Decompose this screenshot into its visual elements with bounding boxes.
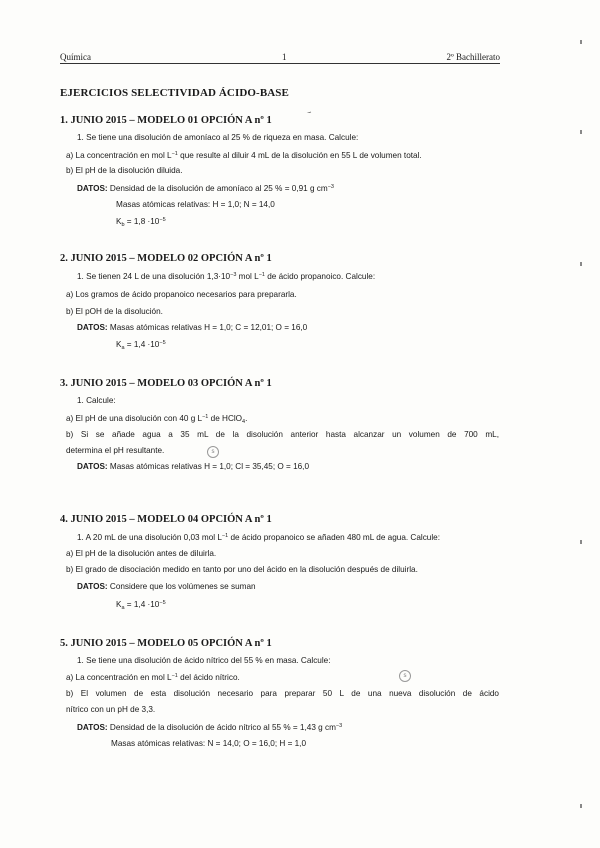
section-2-heading: 2. JUNIO 2015 – MODELO 02 OPCIÓN A nº 1 <box>60 253 272 264</box>
s5-a-sup: −1 <box>171 673 178 679</box>
s2-datos-1: Masas atómicas relativas H = 1,0; C = 12,01; O = 16,0 <box>107 323 308 332</box>
s3-datos-1: Masas atómicas relativas H = 1,0; Cl = 35,45; O = 16,0 <box>107 462 310 471</box>
s1-datos-1-sup: −3 <box>327 184 334 190</box>
s4-part-a: a) El pH de la disolución antes de diluirla. <box>66 549 217 558</box>
s4-ka-exp: −5 <box>159 600 166 606</box>
s3-a-mid: de HClO <box>208 414 243 423</box>
s4-intro-pre: 1. A 20 mL de una disolución 0,03 mol L <box>77 533 222 542</box>
header-subject: Química <box>60 52 91 62</box>
s1-kb-k: K <box>116 217 122 226</box>
s5-datos-label: DATOS: <box>77 723 108 732</box>
s3-part-b-line1: b) Si se añade agua a 35 mL de la disolución anterior hasta alcanzar un volumen de 700 mL, <box>66 430 499 439</box>
s2-ka-value: = 1,4 ·10 <box>124 340 160 349</box>
s5-datos-1: Densidad de la disolución de ácido nítrico al 55 % = 1,43 g cm <box>107 723 336 732</box>
s5-intro: 1. Se tiene una disolución de ácido nítrico del 55 % en masa. Calcule: <box>77 656 331 665</box>
page-header <box>60 52 500 64</box>
section-5-heading: 5. JUNIO 2015 – MODELO 05 OPCIÓN A nº 1 <box>60 638 272 649</box>
s5-a-pre: a) La concentración en mol L <box>66 673 172 682</box>
s3-datos <box>77 461 309 472</box>
s4-intro-sup: −1 <box>221 533 229 539</box>
s1-kb-sub: b <box>121 222 125 228</box>
s1-kb-value: = 1,8 ·10 <box>124 217 160 226</box>
s4-ka-value: = 1,4 ·10 <box>124 600 160 609</box>
s3-part-a <box>66 412 247 428</box>
s2-part-a: a) Los gramos de ácido propanoico necesarios para prepararla. <box>66 290 297 299</box>
s2-ka-sub: a <box>121 345 125 351</box>
s2-datos <box>77 322 307 333</box>
pen-mark-icon <box>295 111 313 113</box>
s3-a-sup: −1 <box>202 414 209 420</box>
s3-intro: 1. Calcule: <box>77 396 116 405</box>
s1-a-pre: a) La concentración en mol L <box>66 151 172 160</box>
s1-kb-exp: −5 <box>159 217 166 223</box>
scan-speck <box>580 804 582 808</box>
s1-a-sup: −1 <box>171 151 178 157</box>
scan-speck <box>580 262 582 266</box>
s4-ka-sub: a <box>121 605 125 611</box>
s1-datos <box>77 182 334 194</box>
header-page-number: 1 <box>282 52 287 62</box>
s1-a-post: que resulte al diluir 4 mL de la disolución en 55 L de volumen total. <box>177 151 422 160</box>
s5-a-post: del ácido nítrico. <box>177 673 240 682</box>
document-title: EJERCICIOS SELECTIVIDAD ÁCIDO-BASE <box>60 87 289 99</box>
s1-datos-1: Densidad de la disolución de amoníaco al 25 % = 0,91 g cm <box>107 184 328 193</box>
scan-speck <box>580 540 582 544</box>
s5-part-a <box>66 671 240 683</box>
s5-datos <box>77 721 342 733</box>
s1-part-a <box>66 149 422 161</box>
stamp-icon: s <box>399 670 411 682</box>
s4-intro <box>77 531 440 543</box>
s4-intro-post: de ácido propanoico se añaden 480 mL de agua. Calcule: <box>228 533 441 542</box>
s2-part-b: b) El pOH de la disolución. <box>66 307 163 316</box>
s2-ka-k: K <box>116 340 122 349</box>
scan-speck <box>580 130 582 134</box>
s4-ka <box>116 598 166 614</box>
s2-datos-label: DATOS: <box>77 323 108 332</box>
s2-ka <box>116 338 166 354</box>
s5-datos-1-sup: −3 <box>335 723 343 729</box>
s4-datos-1: Considere que los volúmenes se suman <box>107 582 256 591</box>
s3-a-sub: 4 <box>242 419 246 425</box>
s5-masses: Masas atómicas relativas: N = 14,0; O = 16,0; H = 1,0 <box>111 739 307 748</box>
stamp-icon: s <box>207 446 219 458</box>
s1-part-b: b) El pH de la disolución diluida. <box>66 166 183 175</box>
s2-intro-sup: −3 <box>230 272 237 278</box>
s4-datos <box>77 581 256 592</box>
s2-intro-post: de ácido propanoico. Calcule: <box>264 272 376 281</box>
s5-part-b-line1: b) El volumen de esta disolución necesario para preparar 50 L de una nueva disolución de ácido <box>66 689 499 698</box>
s2-intro-sup2: −1 <box>258 272 265 278</box>
s3-datos-label: DATOS: <box>77 462 108 471</box>
section-3-heading: 3. JUNIO 2015 – MODELO 03 OPCIÓN A nº 1 <box>60 378 272 389</box>
s2-intro-mid: mol L <box>236 272 259 281</box>
header-course: 2º Bachillerato <box>446 52 500 62</box>
s3-a-pre: a) El pH de una disolución con 40 g L <box>66 414 203 423</box>
s1-datos-label: DATOS: <box>77 184 108 193</box>
s2-ka-exp: −5 <box>159 340 166 346</box>
scan-speck <box>580 40 582 44</box>
section-4-heading: 4. JUNIO 2015 – MODELO 04 OPCIÓN A nº 1 <box>60 514 272 525</box>
s4-ka-k: K <box>116 600 122 609</box>
s4-part-b: b) El grado de disociación medido en tanto por uno del ácido en la disolución después de diluirla. <box>66 565 418 574</box>
s3-a-post: . <box>245 414 248 423</box>
s3-part-b-line2: determina el pH resultante. <box>66 446 165 455</box>
s1-kb <box>116 215 166 231</box>
s2-intro <box>77 270 375 282</box>
s1-intro: 1. Se tiene una disolución de amoníaco al 25 % de riqueza en masa. Calcule: <box>77 133 359 142</box>
s5-part-b-line2: nítrico con un pH de 3,3. <box>66 705 156 714</box>
s4-datos-label: DATOS: <box>77 582 108 591</box>
s1-masses: Masas atómicas relativas: H = 1,0; N = 14,0 <box>116 200 275 209</box>
s2-intro-pre: 1. Se tienen 24 L de una disolución 1,3·10 <box>77 272 231 281</box>
section-1-heading: 1. JUNIO 2015 – MODELO 01 OPCIÓN A nº 1 <box>60 115 272 126</box>
